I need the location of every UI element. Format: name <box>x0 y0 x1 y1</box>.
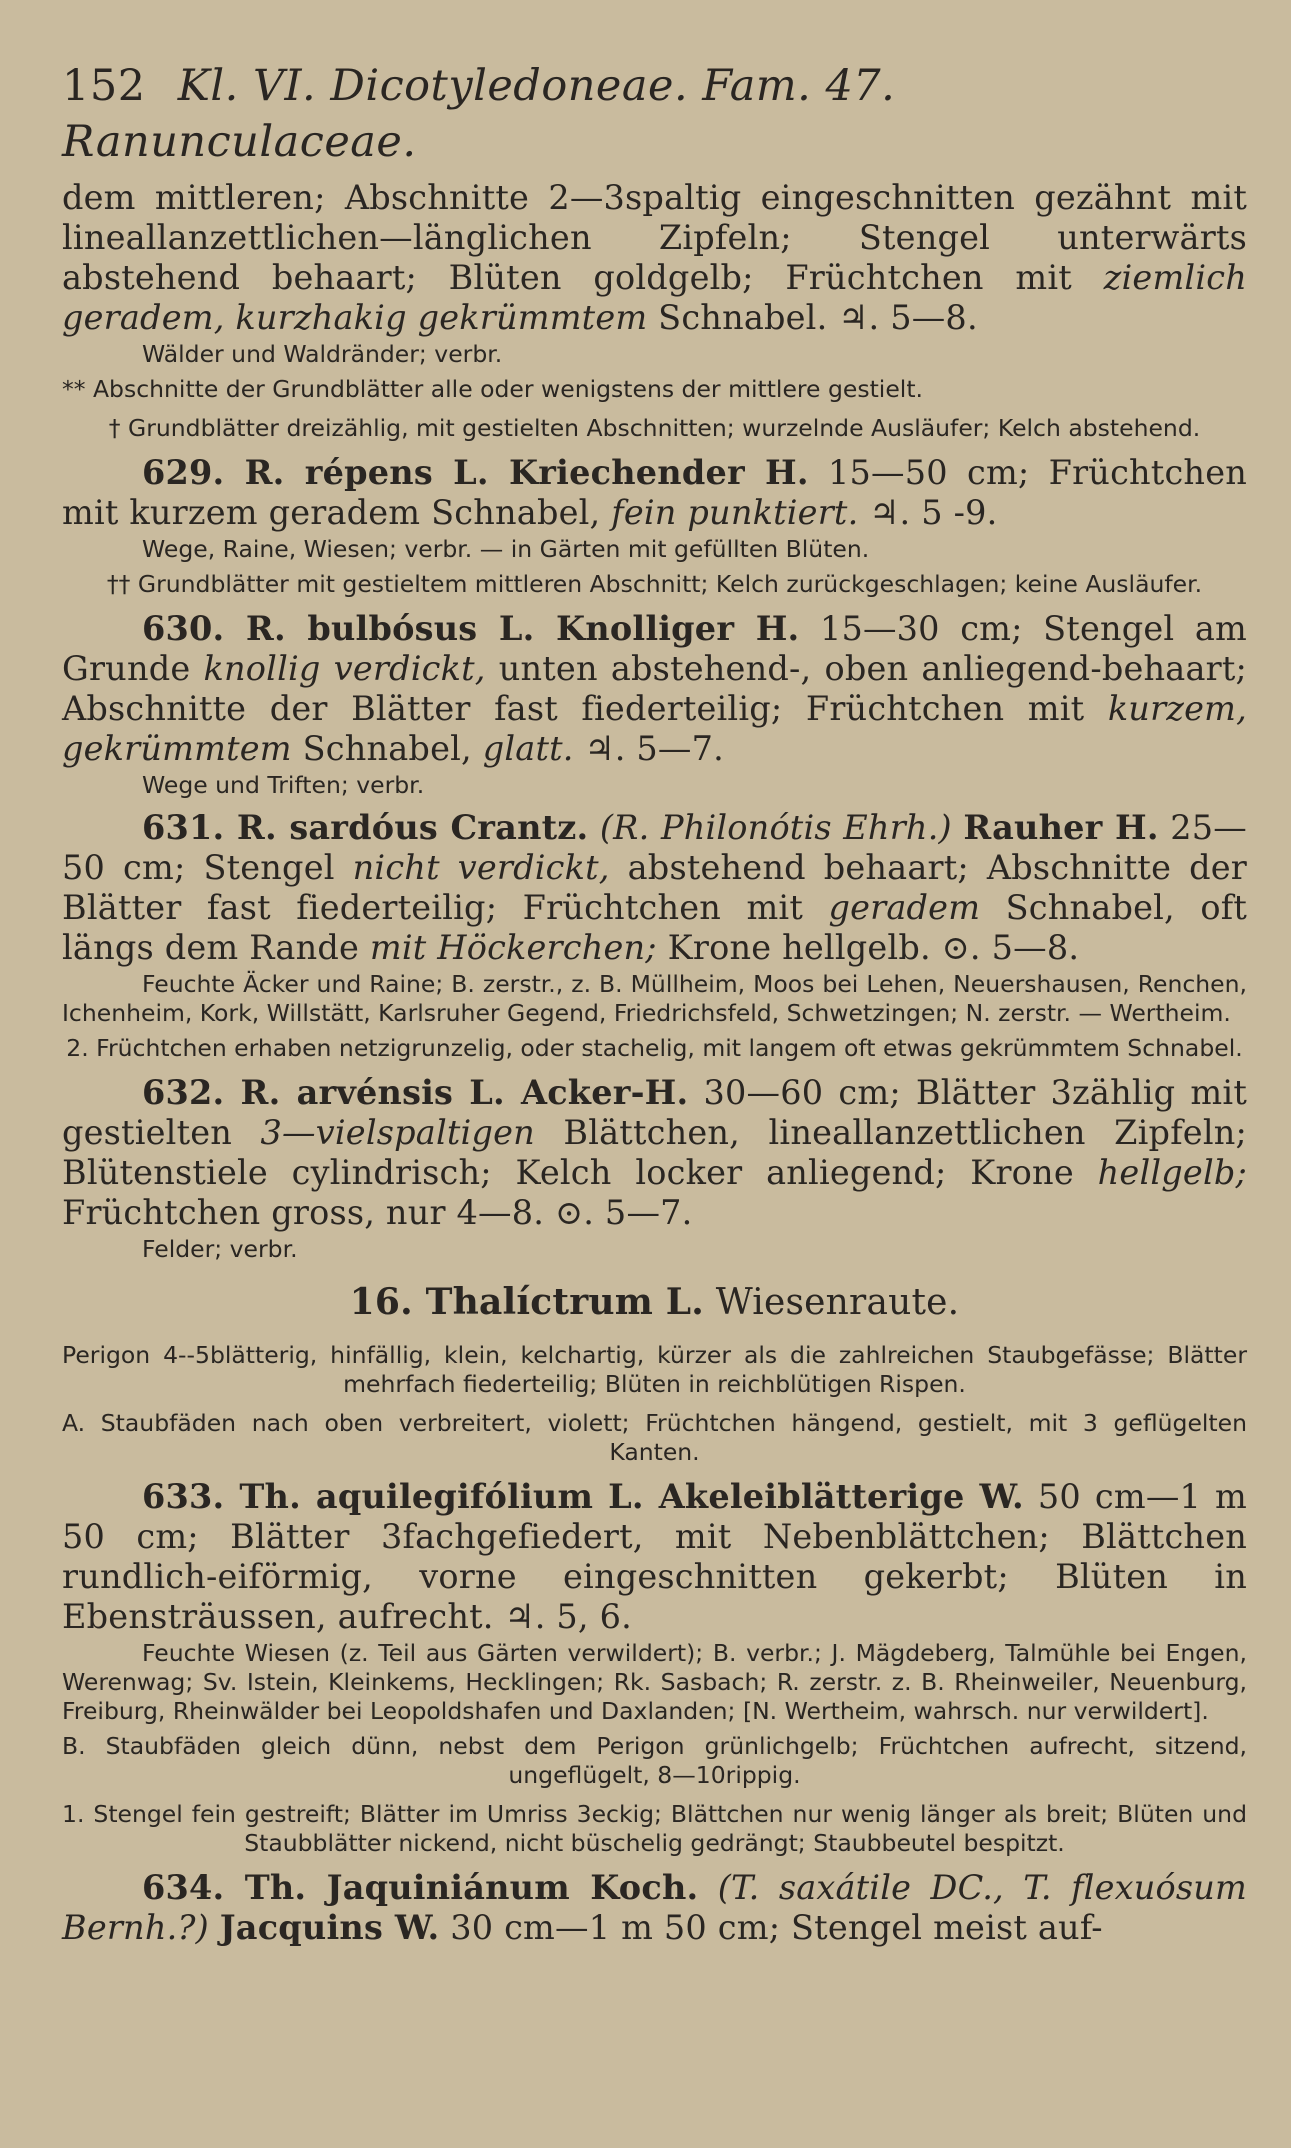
species-entry-629: 629. R. répens L. Kriechender H. 15—50 cm; Früchtchen mit kurzem geradem Schnabel, fein punktiert. ♃. 5 -9. <box>62 453 1248 532</box>
species-entry-630: 630. R. bulbósus L. Knolliger H. 15—30 cm; Stengel am Grunde knollig verdickt, unten abstehend-, oben anliegend-behaart; Abschnitte der Blätter fast fiederteilig; Früchtchen mit kurzem, gekrümmtem Schnabel, glatt. ♃. 5—7. <box>62 609 1247 768</box>
key-line: 2. Früchtchen erhaben netzigrunzelig, oder stachelig, mit langem oft etwas gekrümmtem Schnabel. <box>66 1034 1243 1062</box>
species-entry-633: 633. Th. aquilegifólium L. Akeleiblätterige W. 50 cm—1 m 50 cm; Blätter 3fachgefiedert, mit Nebenblättchen; Blättchen rundlich-eiförmig, vorne eingeschnitten gekerbt; Blüten in Ebensträussen, aufrecht. ♃. 5, 6. <box>62 1477 1247 1636</box>
species-entry-634: 634. Th. Jaquiniánum Koch. (T. saxátile DC., T. flexuósum Bernh.?) Jacquins W. 30 cm—1 m 50 cm; Stengel meist auf- <box>62 1868 1247 1947</box>
genus-description: Perigon 4--5blätterig, hinfällig, klein, kelchartig, kürzer als die zahlreichen Staubgefässe; Blätter mehrfach fiederteilig; Blüten in reichblütigen Rispen. <box>62 1341 1247 1398</box>
species-entry-632: 632. R. arvénsis L. Acker-H. 30—60 cm; Blätter 3zählig mit gestielten 3—vielspaltigen Blättchen, lineallanzettlichen Zipfeln; Blütenstiele cylindrisch; Kelch locker anliegend; Krone hellgelb; Früchtchen gross, nur 4—8. ⊙. 5—7. <box>62 1073 1247 1232</box>
key-line: †† Grundblätter mit gestieltem mittleren Abschnitt; Kelch zurückgeschlagen; keine Ausläufer. <box>106 570 1203 598</box>
habitat-note: Feuchte Wiesen (z. Teil aus Gärten verwildert); B. verbr.; J. Mägdeberg, Talmühle bei Engen, Werenwag; Sv. Istein, Kleinkems, Hecklingen; Rk. Sasbach; R. zerstr. z. B. Rheinweiler, Neuenburg, Freiburg, Rheinwälder bei Leopoldshafen und Daxlanden; [N. Wertheim, wahrsch. nur verwildert]. <box>62 1639 1247 1725</box>
key-line: ** Abschnitte der Grundblätter alle oder wenigstens der mittlere gestielt. <box>62 375 924 403</box>
paragraph-continuation: dem mittleren; Abschnitte 2—3spaltig eingeschnitten gezähnt mit lineallanzettlichen—länglichen Zipfeln; Stengel unterwärts abstehend behaart; Blüten goldgelb; Früchtchen mit ziemlich geradem, kurzhakig gekrümmtem Schnabel. ♃. 5—8. <box>62 178 1247 337</box>
habitat-note: Felder; verbr. <box>142 1235 298 1263</box>
habitat-note: Wege, Raine, Wiesen; verbr. — in Gärten mit gefüllten Blüten. <box>142 535 870 563</box>
page-number: 152 <box>62 61 146 111</box>
key-line: † Grundblätter dreizählig, mit gestielten Abschnitten; wurzelnde Ausläufer; Kelch abstehend. <box>108 414 1201 442</box>
habitat-note: Wälder und Waldränder; verbr. <box>142 340 503 368</box>
species-entry-631: 631. R. sardóus Crantz. (R. Philonótis Ehrh.) Rauher H. 25—50 cm; Stengel nicht verdickt, abstehend behaart; Abschnitte der Blätter fast fiederteilig; Früchtchen mit geradem Schnabel, oft längs dem Rande mit Höckerchen; Krone hellgelb. ⊙. 5—8. <box>62 808 1248 967</box>
key-line: 1. Stengel fein gestreift; Blätter im Umriss 3eckig; Blättchen nur wenig länger als breit; Blüten und Staubblätter nickend, nicht büschelig gedrängt; Staubbeutel bespitzt. <box>62 1800 1247 1857</box>
page-content <box>62 178 1247 1948</box>
habitat-note: Feuchte Äcker und Raine; B. zerstr., z. B. Müllheim, Moos bei Lehen, Neuershausen, Renchen, Ichenheim, Kork, Willstätt, Karlsruher Gegend, Friedrichsfeld, Schwetzingen; N. zerstr. — Wertheim. <box>62 970 1247 1027</box>
habitat-note: Wege und Triften; verbr. <box>142 771 425 799</box>
key-line: A. Staubfäden nach oben verbreitert, violett; Früchtchen hängend, gestielt, mit 3 geflügelten Kanten. <box>62 1409 1247 1466</box>
genus-heading: 16. Thalíctrum L. Wiesenraute. <box>349 1281 960 1323</box>
running-head <box>62 58 1247 170</box>
running-title: Kl. VI. Dicotyledoneae. Fam. 47. Ranunculaceae. <box>62 61 896 167</box>
key-line: B. Staubfäden gleich dünn, nebst dem Perigon grünlichgelb; Früchtchen aufrecht, sitzend, ungeflügelt, 8—10rippig. <box>62 1732 1247 1789</box>
